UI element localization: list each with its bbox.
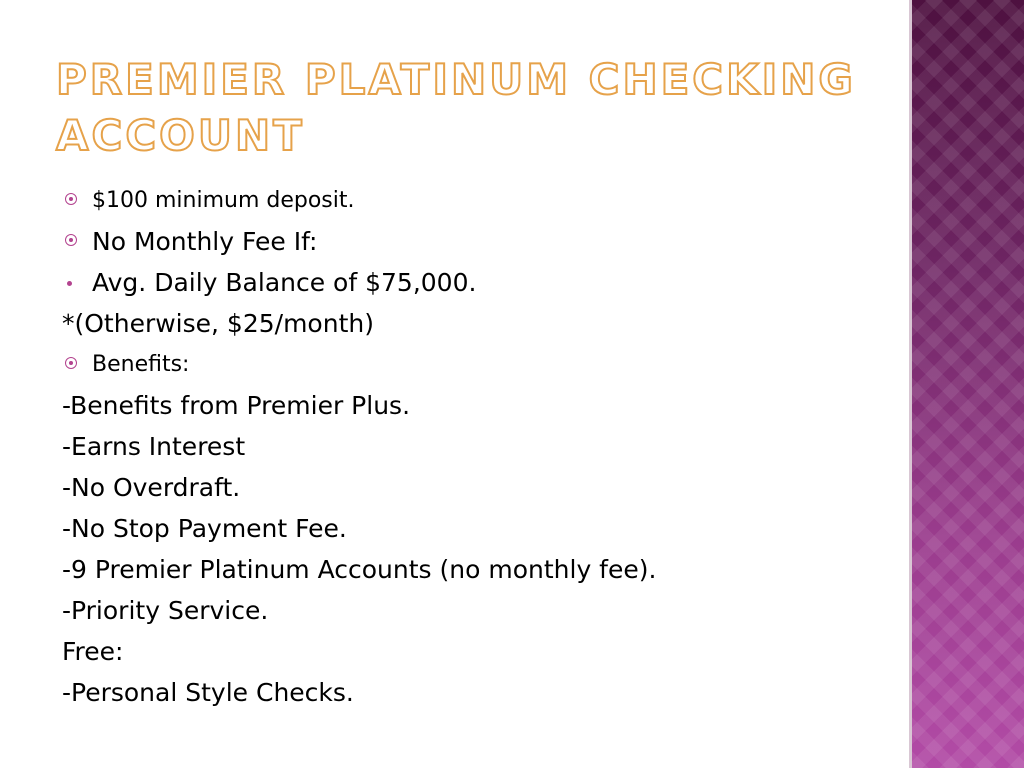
decorative-sidebar: [912, 0, 1024, 768]
circle-bullet-icon: [65, 234, 77, 246]
line-text: $100 minimum deposit.: [92, 188, 355, 213]
line-text: No Monthly Fee If:: [92, 227, 318, 256]
line-text: Benefits:: [92, 352, 190, 377]
bullet-item: [62, 221, 902, 262]
line-text: -No Stop Payment Fee.: [62, 514, 347, 543]
text-line: [62, 549, 902, 590]
line-text: -Priority Service.: [62, 596, 269, 625]
line-text: -9 Premier Platinum Accounts (no monthly fee).: [62, 555, 657, 584]
text-line: [62, 672, 902, 713]
line-text: -Personal Style Checks.: [62, 678, 354, 707]
text-line: [62, 385, 902, 426]
slide-title: PREMIER PLATINUM CHECKING ACCOUNT: [56, 55, 856, 160]
text-line: [62, 590, 902, 631]
text-line: [62, 426, 902, 467]
line-text: -No Overdraft.: [62, 473, 241, 502]
dot-bullet-icon: [67, 281, 72, 286]
circle-bullet-icon: [65, 193, 77, 205]
text-line: [62, 467, 902, 508]
bullet-item: [62, 180, 902, 221]
text-line: [62, 508, 902, 549]
text-line: [62, 631, 902, 672]
line-text: -Benefits from Premier Plus.: [62, 391, 411, 420]
text-line: [62, 303, 902, 344]
bullet-item: [62, 262, 902, 303]
line-text: *(Otherwise, $25/month): [62, 309, 374, 338]
line-text: Free:: [62, 637, 124, 666]
circle-bullet-icon: [65, 357, 77, 369]
slide-body: [62, 180, 902, 713]
line-text: Avg. Daily Balance of $75,000.: [92, 268, 477, 297]
line-text: -Earns Interest: [62, 432, 246, 461]
bullet-item: [62, 344, 902, 385]
